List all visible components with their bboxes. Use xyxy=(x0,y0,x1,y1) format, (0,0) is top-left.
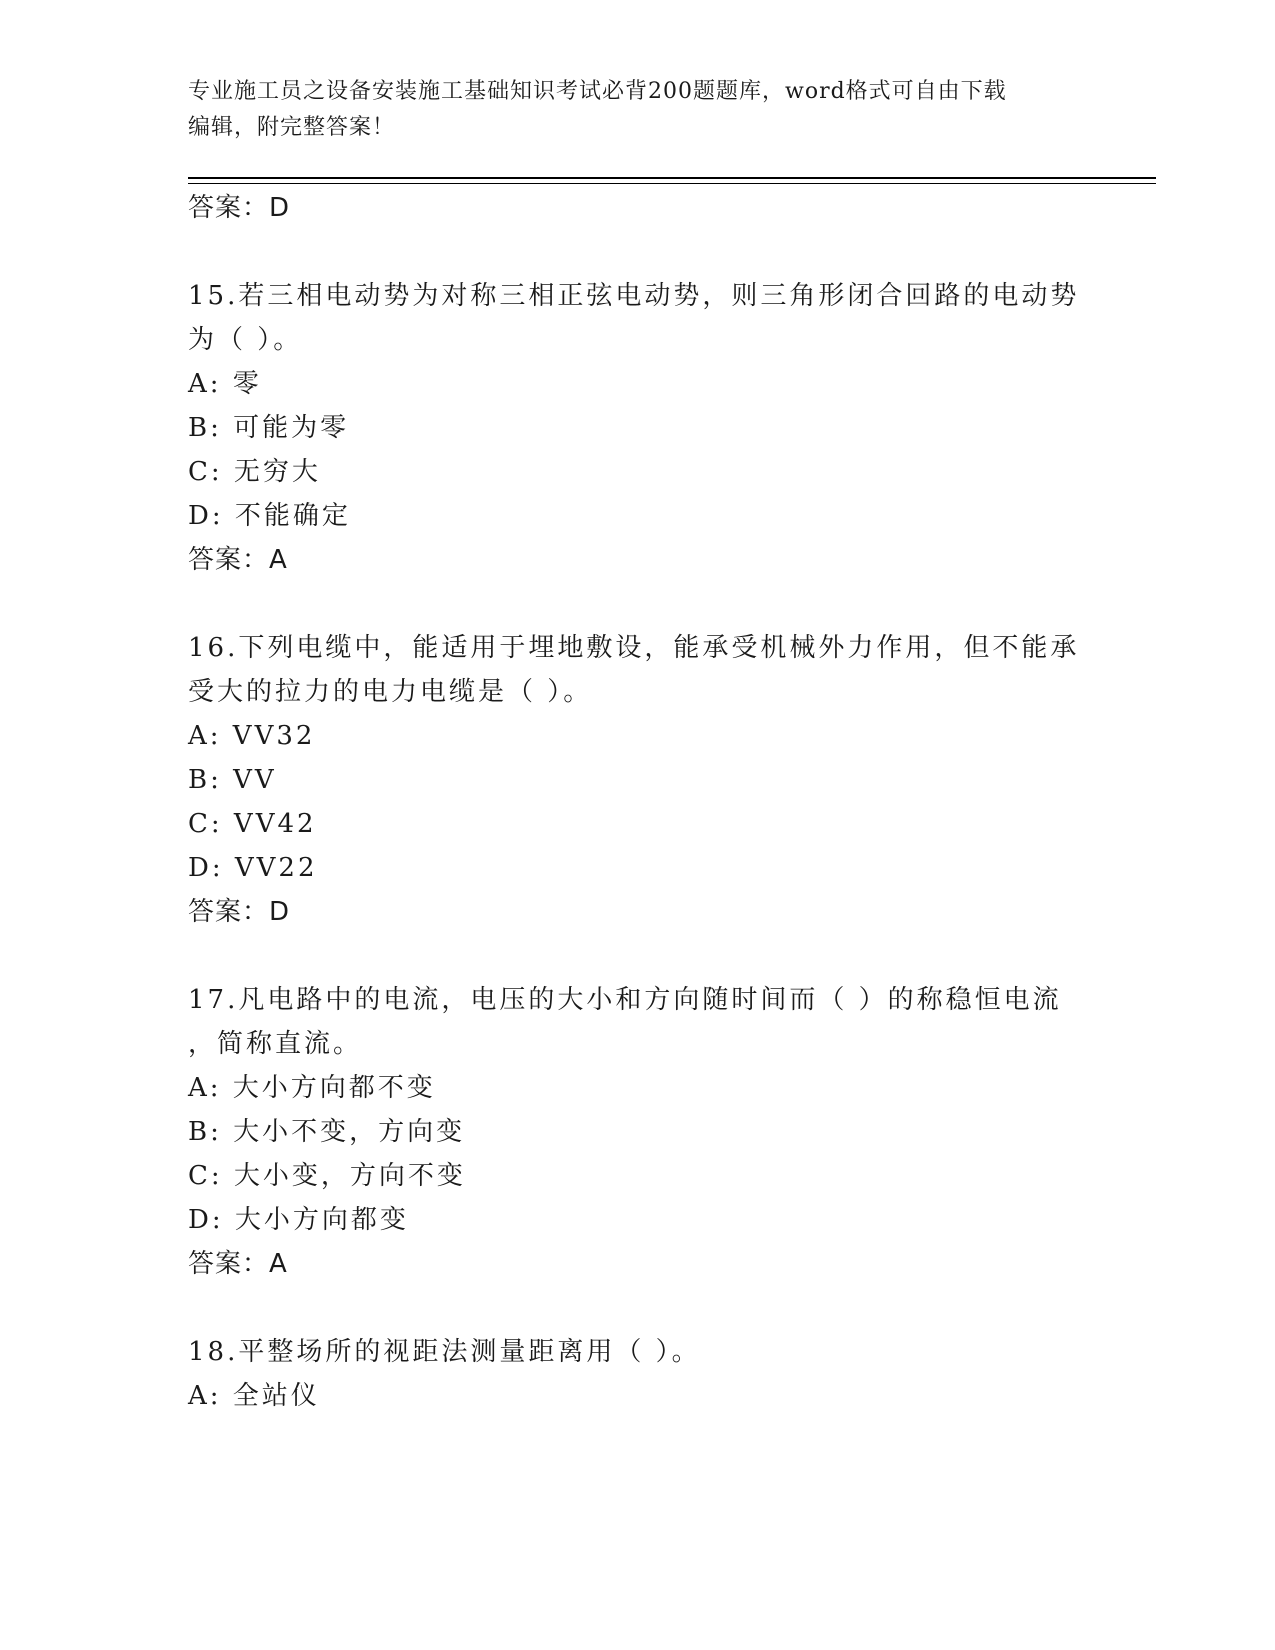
header-rule-thick xyxy=(188,177,1156,179)
question-15-stem-line-2: 为（ ）。 xyxy=(188,325,303,355)
question-18-stem-line-1: 18.平整场所的视距法测量距离用（ ）。 xyxy=(188,1337,701,1367)
question-17-option-b: B: 大小不变，方向变 xyxy=(188,1117,466,1147)
header-line-2: 编辑，附完整答案！ xyxy=(188,115,396,140)
question-17-answer: 答案：A xyxy=(188,1249,288,1279)
question-15-option-a: A: 零 xyxy=(188,369,262,399)
header-line-1: 专业施工员之设备安装施工基础知识考试必背200题题库，word格式可自由下载 xyxy=(188,79,1007,104)
question-15-answer: 答案：A xyxy=(188,545,288,575)
question-17-option-c: C: 大小变，方向不变 xyxy=(188,1161,466,1191)
question-17-stem-line-2: ，简称直流。 xyxy=(188,1029,363,1059)
question-15-option-c: C: 无穷大 xyxy=(188,457,321,487)
question-16-option-d: D: VV22 xyxy=(188,853,318,883)
question-17-stem-line-1: 17.凡电路中的电流，电压的大小和方向随时间而（ ）的称稳恒电流 xyxy=(188,985,1062,1015)
previous-answer: 答案：D xyxy=(188,193,291,223)
question-17-option-a: A: 大小方向都不变 xyxy=(188,1073,436,1103)
question-16-option-c: C: VV42 xyxy=(188,809,317,839)
header-rule-thin xyxy=(188,183,1156,184)
question-15-option-b: B: 可能为零 xyxy=(188,413,350,443)
question-16-answer: 答案：D xyxy=(188,897,291,927)
question-16-option-a: A: VV32 xyxy=(188,721,316,751)
document-header xyxy=(188,74,1088,146)
question-18-option-a: A: 全站仪 xyxy=(188,1381,320,1411)
question-16-stem-line-2: 受大的拉力的电力电缆是（ ）。 xyxy=(188,677,593,707)
question-17-option-d: D: 大小方向都变 xyxy=(188,1205,409,1235)
question-15-option-d: D: 不能确定 xyxy=(188,501,351,531)
question-16-option-b: B: VV xyxy=(188,765,277,795)
question-15-stem-line-1: 15.若三相电动势为对称三相正弦电动势，则三角形闭合回路的电动势 xyxy=(188,281,1080,311)
question-16-stem-line-1: 16.下列电缆中，能适用于埋地敷设，能承受机械外力作用，但不能承 xyxy=(188,633,1080,663)
